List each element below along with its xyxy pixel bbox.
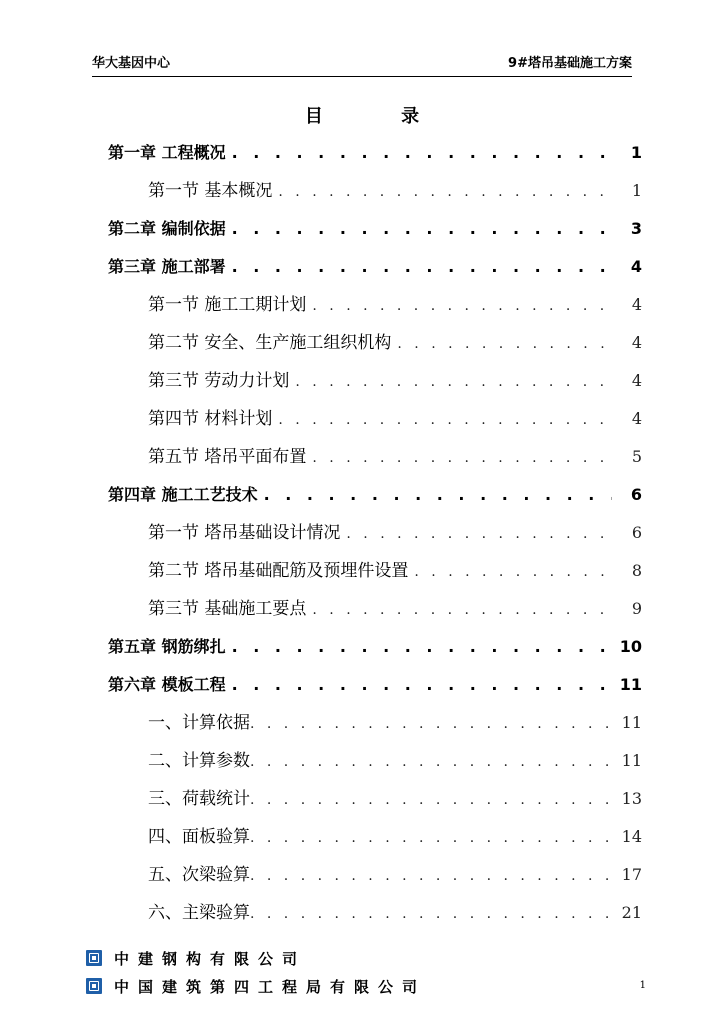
toc-entry[interactable] — [108, 818, 642, 856]
toc-entry-page: 6 — [631, 523, 642, 542]
toc-entry-title: 六、主梁验算 — [148, 903, 250, 923]
toc-entry-title: 一、计算依据 — [148, 713, 250, 733]
company-name-secondary: 中国建筑第四工程局有限公司 — [114, 977, 427, 996]
toc-entry[interactable] — [108, 210, 642, 248]
toc-entry[interactable] — [108, 894, 642, 932]
toc-entry-title: 第一节 塔吊基础设计情况 — [148, 523, 341, 543]
toc-entry-title: 四、面板验算 — [148, 827, 250, 847]
toc-entry-title: 五、次梁验算 — [148, 865, 250, 885]
toc-leader-dots — [312, 287, 612, 325]
toc-leader-dots — [397, 325, 612, 363]
toc-leader-dots — [278, 401, 612, 439]
toc-entry-page: 3 — [630, 219, 642, 238]
toc-leader-dots — [264, 476, 612, 514]
toc-leader-dots — [232, 210, 612, 248]
cscec-logo-icon — [86, 978, 102, 994]
header-project-name: 华大基因中心 — [92, 56, 171, 71]
cscec-logo-icon — [86, 950, 102, 966]
toc-entry-page: 21 — [621, 903, 642, 922]
toc-leader-dots — [250, 895, 612, 933]
toc-entry-title: 第三节 基础施工要点 — [148, 599, 307, 619]
toc-entry[interactable] — [108, 856, 642, 894]
toc-entry-title: 第三章 施工部署 — [108, 257, 226, 276]
toc-leader-dots — [250, 781, 612, 819]
toc-entry-title: 第五节 塔吊平面布置 — [148, 447, 307, 467]
toc-leader-dots — [414, 553, 612, 591]
toc-entry-title: 第三节 劳动力计划 — [148, 371, 290, 391]
toc-entry-page: 4 — [631, 371, 642, 390]
toc-title: 目 录 — [304, 106, 456, 127]
toc-entry-page: 4 — [631, 295, 642, 314]
toc-entry[interactable] — [108, 666, 642, 704]
toc-entry-page: 9 — [631, 599, 642, 618]
toc-leader-dots — [278, 173, 612, 211]
toc-entry-title: 第四节 材料计划 — [148, 409, 273, 429]
page-number: 1 — [639, 980, 646, 991]
toc-entry[interactable] — [108, 400, 642, 438]
toc-entry-page: 17 — [621, 865, 642, 884]
toc-entry-page: 11 — [619, 675, 642, 694]
toc-entry-title: 第一节 施工工期计划 — [148, 295, 307, 315]
header-document-title: 9#塔吊基础施工方案 — [508, 56, 632, 71]
toc-entry-title: 第一节 基本概况 — [148, 181, 273, 201]
company-row-1 — [86, 944, 646, 972]
toc-leader-dots — [250, 857, 612, 895]
toc-leader-dots — [295, 363, 612, 401]
company-name-primary: 中建钢构有限公司 — [114, 949, 307, 968]
toc-leader-dots — [232, 248, 612, 286]
toc-entry-title: 第二章 编制依据 — [108, 219, 226, 238]
toc-entry-page: 11 — [621, 751, 642, 770]
toc-entry[interactable] — [108, 438, 642, 476]
toc-entry-title: 二、计算参数 — [148, 751, 250, 771]
toc-leader-dots — [250, 743, 612, 781]
toc-entry[interactable] — [108, 286, 642, 324]
toc-entry-title: 第四章 施工工艺技术 — [108, 485, 258, 504]
toc-entry-page: 8 — [631, 561, 642, 580]
toc-entry-title: 第五章 钢筋绑扎 — [108, 637, 226, 656]
toc-entry[interactable] — [108, 742, 642, 780]
toc-entry-page: 4 — [631, 333, 642, 352]
toc-entry-title: 三、荷载统计 — [148, 789, 250, 809]
toc-entry[interactable] — [108, 552, 642, 590]
toc-leader-dots — [232, 134, 612, 172]
toc-entry[interactable] — [108, 514, 642, 552]
toc-entry-page: 5 — [631, 447, 642, 466]
toc-entry[interactable] — [108, 628, 642, 666]
toc-entry[interactable] — [108, 590, 642, 628]
toc-leader-dots — [232, 628, 610, 666]
toc-entry-title: 第二节 安全、生产施工组织机构 — [148, 333, 392, 353]
page-header — [92, 52, 632, 74]
toc-entry-title: 第二节 塔吊基础配筋及预埋件设置 — [148, 561, 409, 581]
toc-entry-page: 6 — [630, 485, 642, 504]
header-divider — [92, 76, 632, 77]
toc-entry[interactable] — [108, 780, 642, 818]
toc-entry-page: 14 — [621, 827, 642, 846]
toc-entry[interactable] — [108, 248, 642, 286]
toc-entry-title: 第一章 工程概况 — [108, 143, 226, 162]
company-row-2 — [86, 972, 646, 1000]
toc-entry-page: 4 — [630, 257, 642, 276]
toc-entry-page: 11 — [621, 713, 642, 732]
toc-leader-dots — [346, 515, 612, 553]
toc-entry[interactable] — [108, 476, 642, 514]
toc-entry-page: 1 — [631, 181, 642, 200]
toc-entry-title: 第六章 模板工程 — [108, 675, 226, 694]
table-of-contents — [108, 134, 642, 932]
toc-leader-dots — [232, 666, 610, 704]
toc-entry[interactable] — [108, 704, 642, 742]
toc-leader-dots — [312, 439, 612, 477]
toc-entry-page: 13 — [621, 789, 642, 808]
page-footer — [86, 944, 646, 1004]
toc-leader-dots — [250, 819, 612, 857]
toc-entry[interactable] — [108, 134, 642, 172]
toc-entry[interactable] — [108, 324, 642, 362]
toc-entry[interactable] — [108, 362, 642, 400]
toc-entry-page: 1 — [630, 143, 642, 162]
toc-leader-dots — [312, 591, 612, 629]
toc-leader-dots — [250, 705, 612, 743]
toc-entry-page: 4 — [631, 409, 642, 428]
toc-entry[interactable] — [108, 172, 642, 210]
toc-entry-page: 10 — [619, 637, 642, 656]
